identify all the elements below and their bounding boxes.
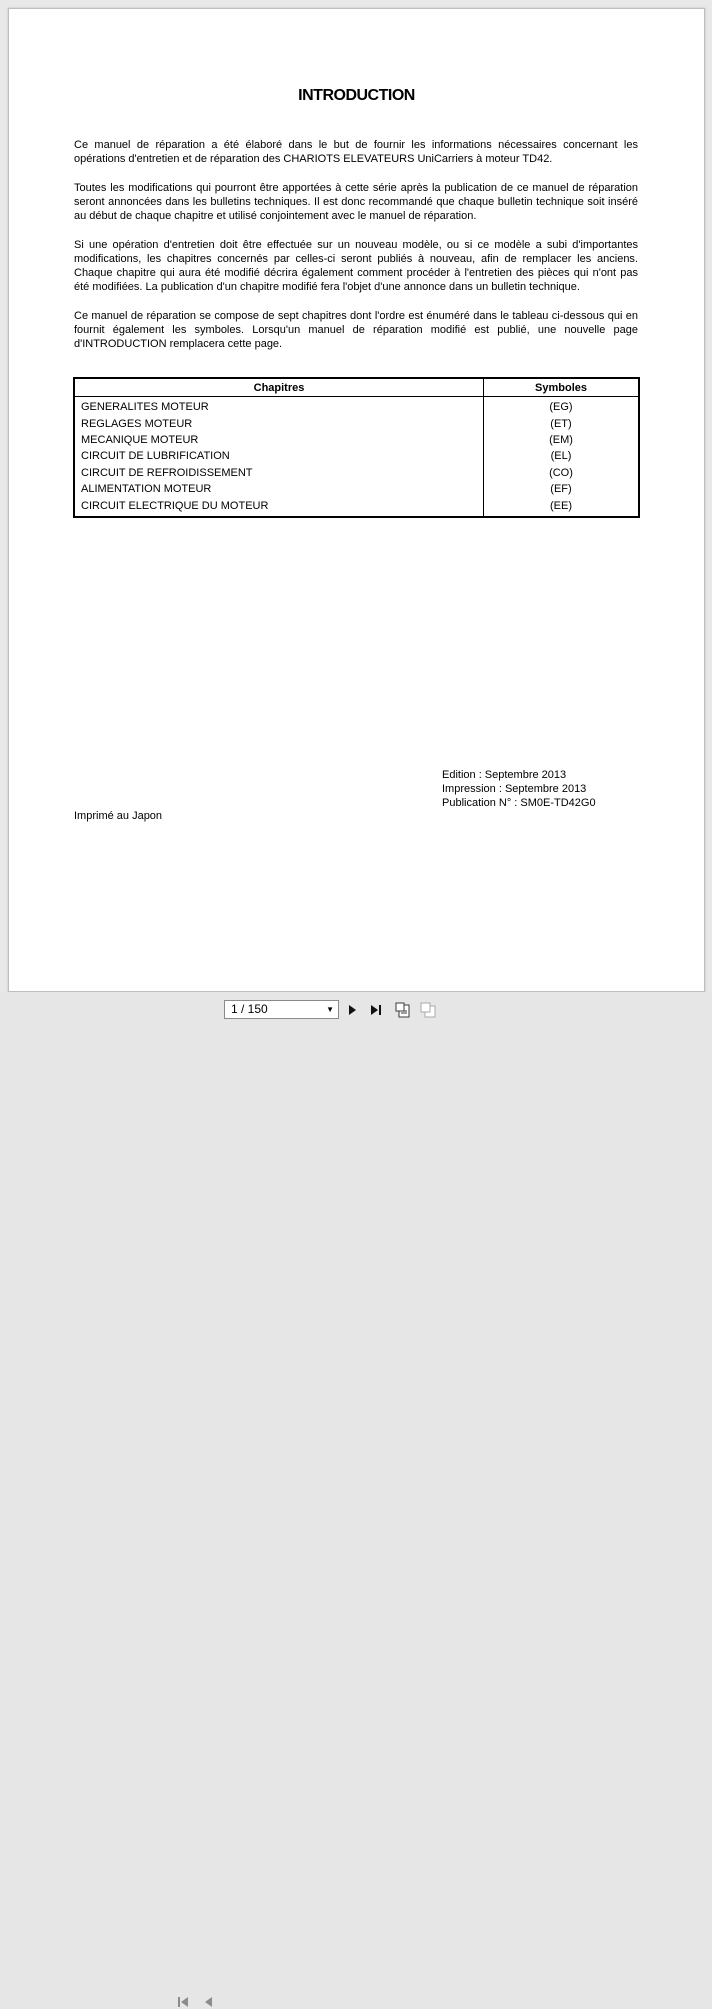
edition-date: Edition : Septembre 2013 (442, 769, 567, 781)
header-symboles: Symboles (484, 378, 640, 397)
page-indicator: 1 / 150 (231, 1002, 268, 1016)
publication-number: Publication N° : SM0E-TD42G0 (442, 797, 596, 809)
paragraph-3: Si une opération d'entretien doit être effectuée sur un nouveau modèle, ou si ce modèle a subi d'importantes modifications, les chapitres concernés par celles-ci seront publiés à nouveau, afin de remplacer les anciens. Chaque chapitre qui aura été modifié décrira également comment procéder à l'entretien des pièces qui n'ont pas été modifiées. La publication d'un chapitre modifié fera l'objet d'une annonce dans un bulletin technique. (74, 239, 638, 293)
chapter-symbol: (EF) (550, 483, 572, 496)
table-row (74, 448, 639, 464)
table-row (74, 497, 639, 516)
table-row (74, 481, 639, 497)
chapters-table (73, 377, 640, 518)
chapter-name: CIRCUIT DE REFROIDISSEMENT (74, 465, 484, 481)
table-row (74, 465, 639, 481)
paragraph-4: Ce manuel de réparation se compose de sept chapitres dont l'ordre est énuméré dans le tableau ci-dessous qui en fournit également les symboles. Lorsqu'un manuel de réparation modifié est publié, une nouvelle page d'INTRODUCTION remplacera cette page. (74, 310, 638, 350)
pdf-page (8, 8, 705, 992)
chapter-name: GENERALITES MOTEUR (74, 397, 484, 416)
chapter-symbol: (CO) (549, 466, 573, 479)
page-number-select[interactable] (224, 1000, 339, 1019)
last-page-icon[interactable] (369, 1003, 383, 1017)
document-viewport[interactable] (0, 0, 712, 992)
chapter-symbol: (EG) (549, 401, 573, 414)
chapter-symbol: (ET) (550, 417, 572, 430)
previous-page-icon[interactable] (202, 1995, 214, 2009)
chapter-symbol: (EE) (550, 499, 572, 512)
chapter-name: MECANIQUE MOTEUR (74, 432, 484, 448)
next-page-icon[interactable] (346, 1003, 358, 1017)
table-row (74, 397, 639, 416)
single-page-view-icon[interactable] (394, 1001, 412, 1019)
two-page-view-icon[interactable] (419, 1001, 437, 1019)
paragraph-1: Ce manuel de réparation a été élaboré dans le but de fournir les informations nécessaires concernant les opérations d'entretien et de réparation des CHARIOTS ELEVATEURS UniCarriers à moteur TD42. (74, 139, 638, 165)
paragraph-2: Toutes les modifications qui pourront être apportées à cette série après la publication de ce manuel de réparation seront annoncées dans les bulletins techniques. Il est donc recommandé que chaque bulletin technique soit inséré au début de chaque chapitre et utilisé conjointement avec le manuel de réparation. (74, 182, 638, 222)
table-header-row (74, 378, 639, 397)
printed-in: Imprimé au Japon (74, 810, 163, 822)
table-row (74, 415, 639, 431)
chapter-symbol: (EM) (549, 433, 573, 446)
edition-info (442, 768, 596, 810)
chapter-name: ALIMENTATION MOTEUR (74, 481, 484, 497)
chevron-down-icon[interactable]: ▼ (326, 1005, 334, 1014)
first-page-icon[interactable] (176, 1995, 190, 2009)
chapter-symbol: (EL) (550, 450, 572, 463)
header-chapitres: Chapitres (74, 378, 484, 397)
chapter-name: CIRCUIT ELECTRIQUE DU MOTEUR (74, 497, 484, 516)
chapter-name: CIRCUIT DE LUBRIFICATION (74, 448, 484, 464)
chapter-name: REGLAGES MOTEUR (74, 415, 484, 431)
impression-date: Impression : Septembre 2013 (442, 783, 587, 795)
page-title: INTRODUCTION (298, 87, 415, 104)
table-row (74, 432, 639, 448)
